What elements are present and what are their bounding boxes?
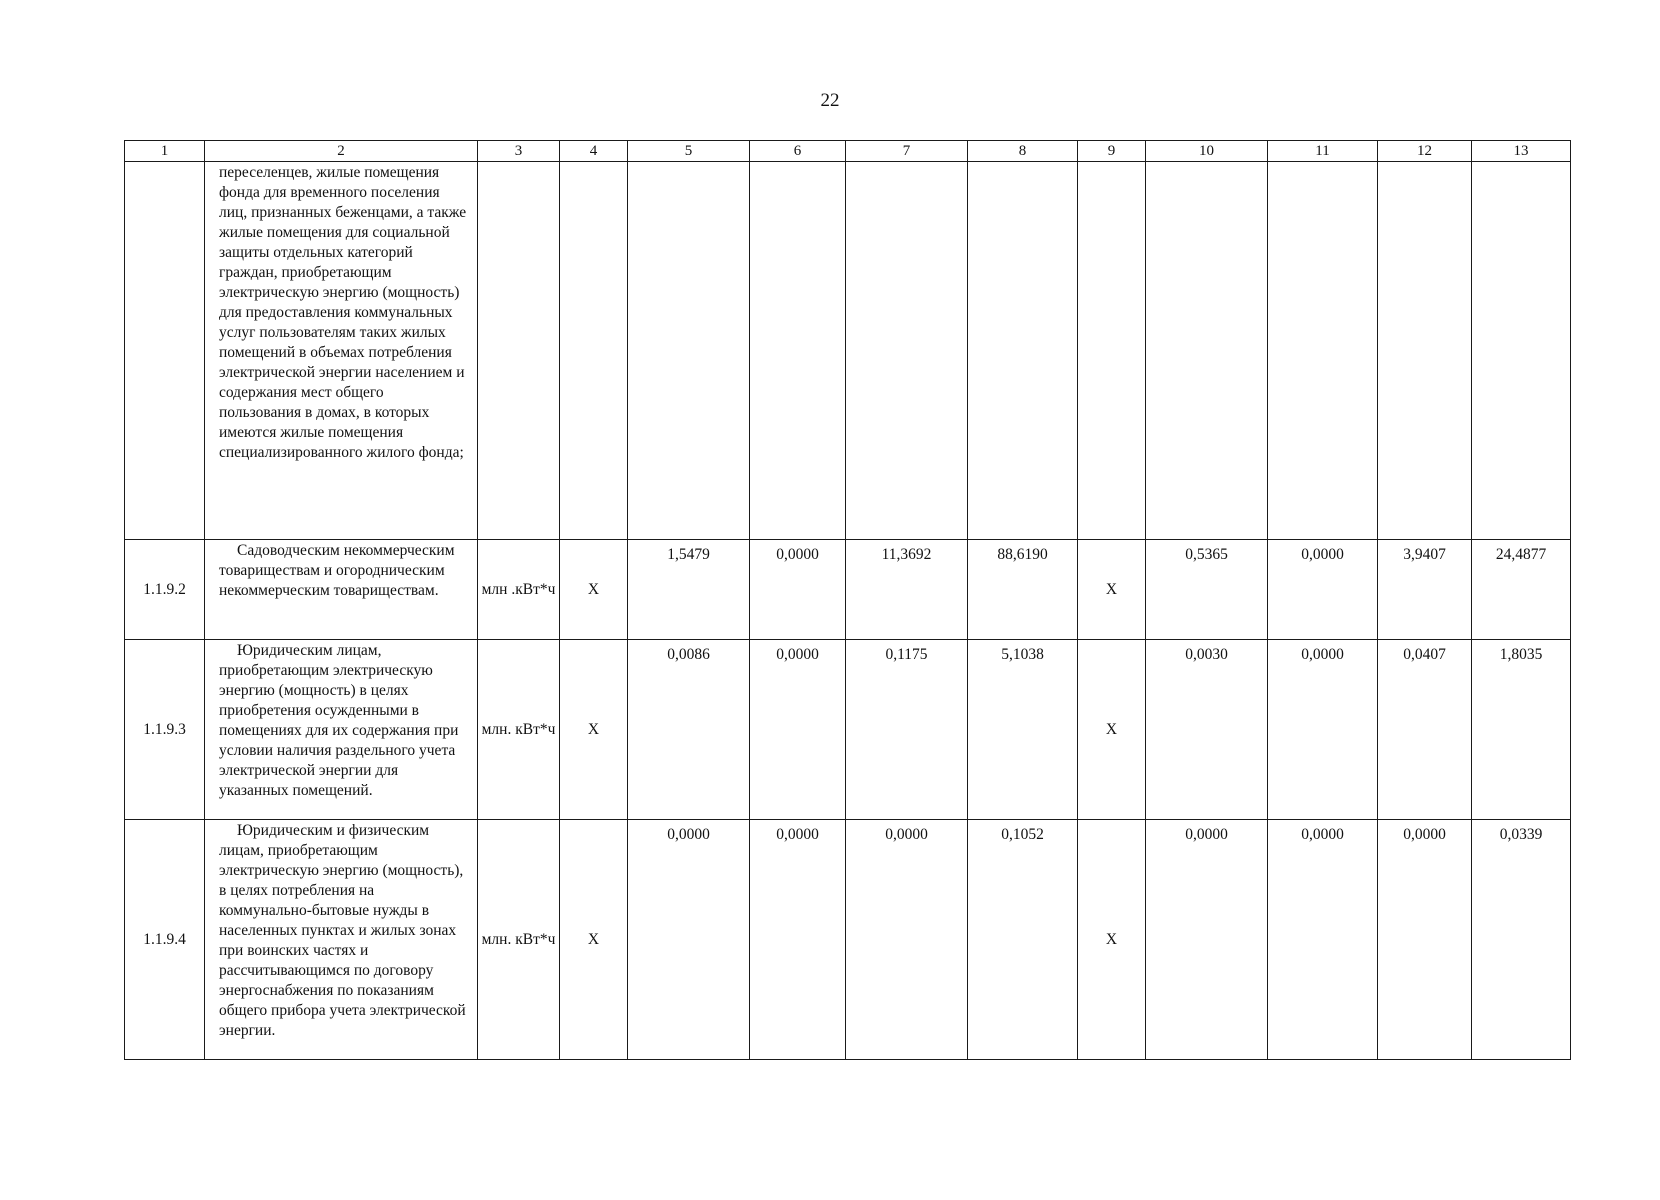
cell-col4 — [560, 162, 628, 540]
column-header: 7 — [846, 141, 968, 162]
cell-col8: 0,1052 — [968, 820, 1078, 1060]
cell-col8 — [968, 162, 1078, 540]
table-row — [125, 820, 1571, 1060]
cell-col6: 0,0000 — [750, 820, 846, 1060]
table-row — [125, 640, 1571, 820]
table-row — [125, 540, 1571, 640]
page-number: 22 — [820, 90, 840, 111]
cell-col12: 3,9407 — [1378, 540, 1472, 640]
cell-col12: 0,0000 — [1378, 820, 1472, 1060]
cell-col11: 0,0000 — [1268, 820, 1378, 1060]
column-header: 5 — [628, 141, 750, 162]
row-unit: млн .кВт*ч — [478, 540, 560, 640]
cell-col9 — [1078, 162, 1146, 540]
column-header: 8 — [968, 141, 1078, 162]
cell-col8: 88,6190 — [968, 540, 1078, 640]
cell-col10: 0,5365 — [1146, 540, 1268, 640]
cell-col10: 0,0000 — [1146, 820, 1268, 1060]
row-unit: млн. кВт*ч — [478, 640, 560, 820]
cell-col7 — [846, 162, 968, 540]
row-description-text: Юридическим лицам, приобретающим электрическую энергию (мощность) в целях приобретения осужденными в помещениях для их содержания при условии наличия раздельного учета электрической энергии для указанных помещений. — [219, 642, 459, 799]
cell-col9: Х — [1078, 640, 1146, 820]
cell-col8: 5,1038 — [968, 640, 1078, 820]
cell-col12 — [1378, 162, 1472, 540]
cell-col7: 11,3692 — [846, 540, 968, 640]
column-header: 2 — [205, 141, 478, 162]
column-header: 9 — [1078, 141, 1146, 162]
row-code: 1.1.9.4 — [125, 820, 205, 1060]
column-number-row — [125, 141, 1571, 162]
column-header: 4 — [560, 141, 628, 162]
cell-col6: 0,0000 — [750, 540, 846, 640]
column-header: 10 — [1146, 141, 1268, 162]
column-header: 1 — [125, 141, 205, 162]
column-header: 3 — [478, 141, 560, 162]
cell-col13 — [1472, 162, 1571, 540]
row-description — [205, 640, 478, 820]
column-header: 13 — [1472, 141, 1571, 162]
cell-col12: 0,0407 — [1378, 640, 1472, 820]
row-description — [205, 820, 478, 1060]
row-description-text: Юридическим и физическим лицам, приобретающим электрическую энергию (мощность), в целях потребления на коммунально-бытовые нужды в населенных пунктах и жилых зонах при воинских частях и рассчитывающимся по договору энергоснабжения по показаниям общего прибора учета электрической энергии. — [219, 822, 466, 1039]
cell-col11 — [1268, 162, 1378, 540]
cell-col11: 0,0000 — [1268, 540, 1378, 640]
cell-col9: Х — [1078, 820, 1146, 1060]
row-code: 1.1.9.3 — [125, 640, 205, 820]
cell-col6: 0,0000 — [750, 640, 846, 820]
cell-col5 — [628, 162, 750, 540]
cell-col11: 0,0000 — [1268, 640, 1378, 820]
cell-col9: Х — [1078, 540, 1146, 640]
column-header: 12 — [1378, 141, 1472, 162]
cell-col10 — [1146, 162, 1268, 540]
cell-col13: 1,8035 — [1472, 640, 1571, 820]
cell-col4: Х — [560, 640, 628, 820]
tariff-table — [124, 140, 1571, 1060]
column-header: 6 — [750, 141, 846, 162]
row-code — [125, 162, 205, 540]
cell-col4: Х — [560, 820, 628, 1060]
cell-col13: 24,4877 — [1472, 540, 1571, 640]
row-code: 1.1.9.2 — [125, 540, 205, 640]
cell-col13: 0,0339 — [1472, 820, 1571, 1060]
cell-col4: Х — [560, 540, 628, 640]
row-description: переселенцев, жилые помещения фонда для временного поселения лиц, признанных беженцами, а также жилые помещения для социальной защиты отдельных категорий граждан, приобретающим электрическую энергию (мощность) для предоставления коммунальных услуг пользователям таких жилых помещений в объемах потребления электрической энергии населением и содержания мест общего пользования в домах, в которых имеются жилые помещения специализированного жилого фонда; — [205, 162, 478, 540]
cell-col7: 0,1175 — [846, 640, 968, 820]
row-description-text: Садоводческим некоммерческим товариществам и огородническим некоммерческим товариществам. — [219, 542, 455, 599]
table-row — [125, 162, 1571, 540]
cell-col6 — [750, 162, 846, 540]
row-unit: млн. кВт*ч — [478, 820, 560, 1060]
row-unit — [478, 162, 560, 540]
column-header: 11 — [1268, 141, 1378, 162]
cell-col5: 0,0086 — [628, 640, 750, 820]
row-description — [205, 540, 478, 640]
cell-col7: 0,0000 — [846, 820, 968, 1060]
cell-col10: 0,0030 — [1146, 640, 1268, 820]
cell-col5: 0,0000 — [628, 820, 750, 1060]
cell-col5: 1,5479 — [628, 540, 750, 640]
